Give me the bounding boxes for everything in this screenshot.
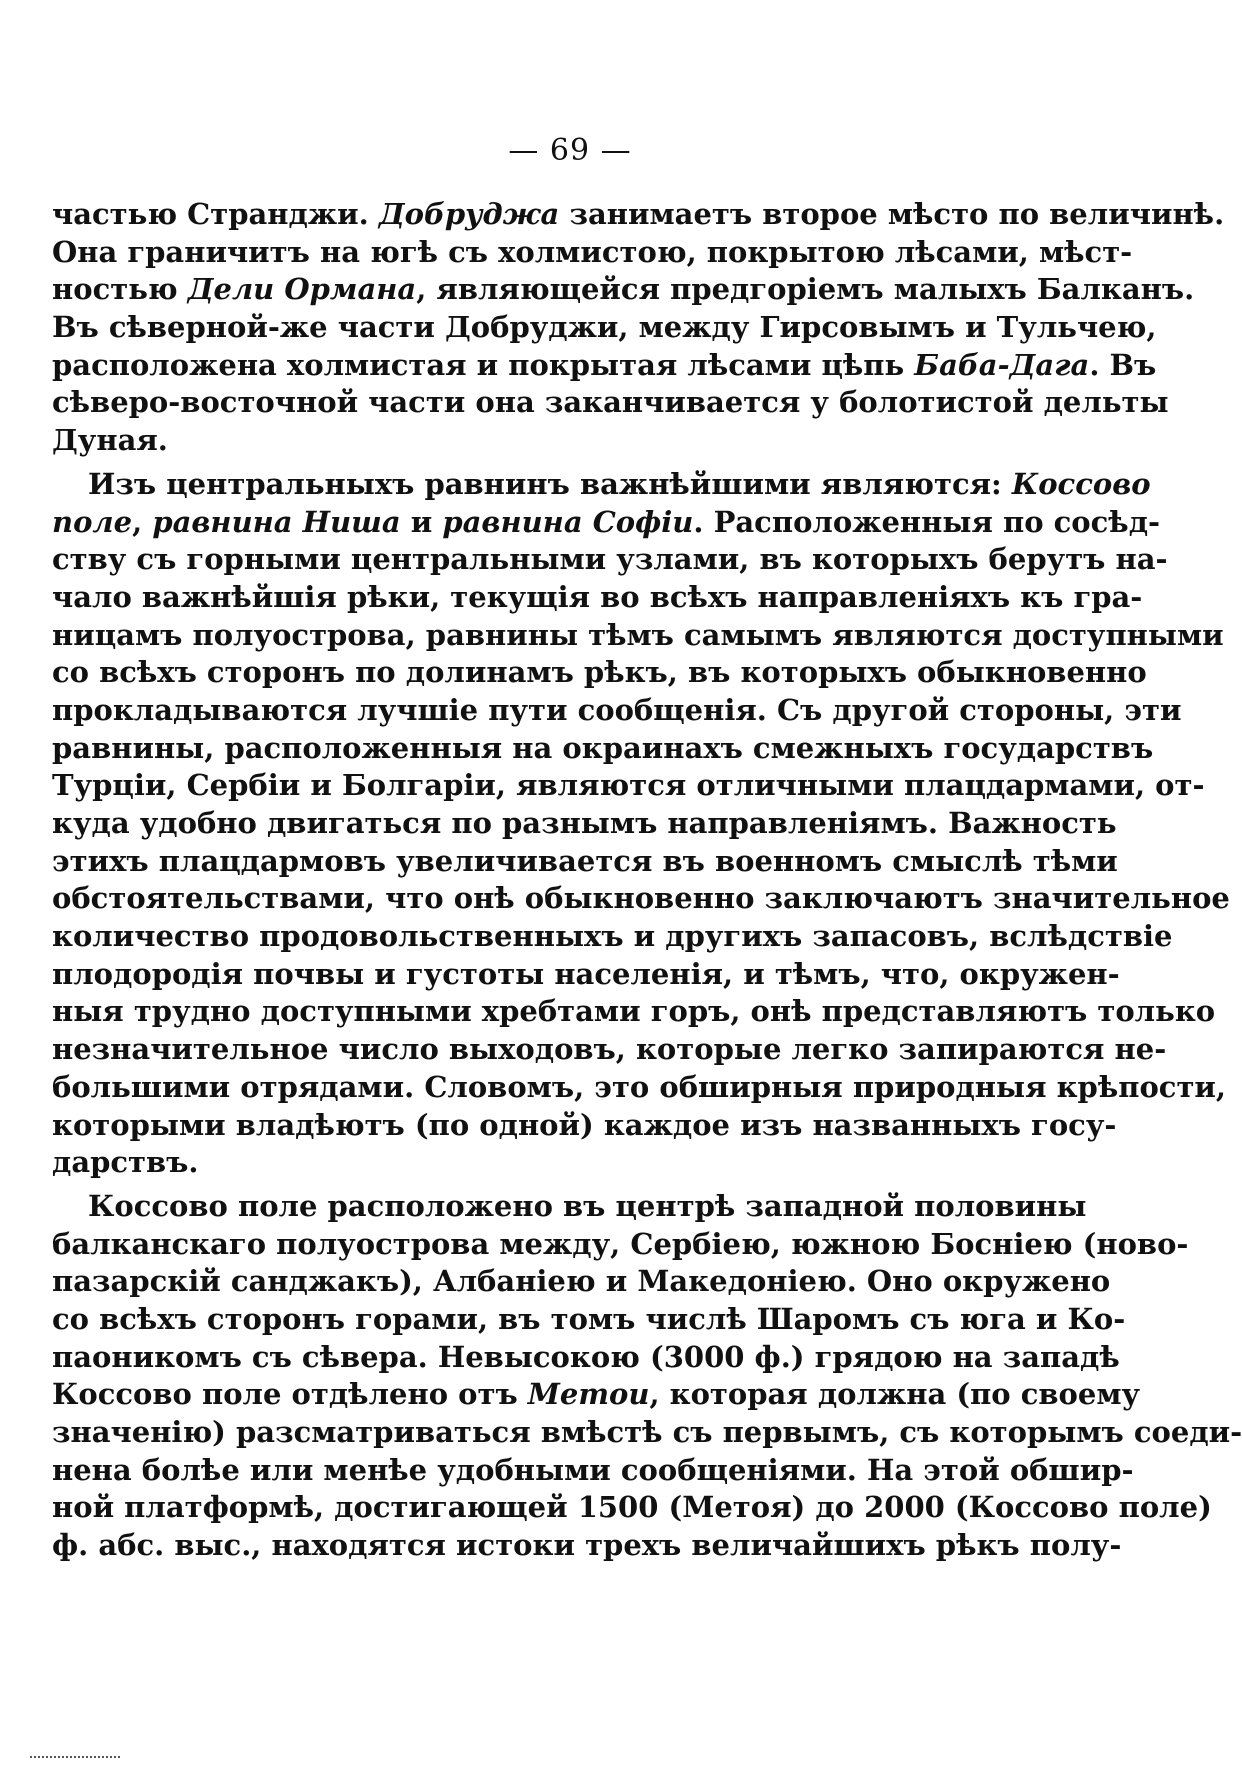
text-line: [52, 504, 1161, 542]
text-line: [52, 1339, 1120, 1377]
page-number: — 69 —: [508, 133, 632, 168]
text-segment: балканскаго полуострова между, Сербіею, южною Босніею (ново-: [52, 1226, 1189, 1261]
body-text: [52, 196, 1242, 1565]
text-line: [52, 271, 1195, 309]
text-segment: значенію) разсматриваться вмѣстѣ съ первымъ, съ которымъ соеди-: [52, 1415, 1242, 1449]
text-segment: обстоятельствами, что онѣ обыкновенно заключаютъ значительное: [52, 881, 1230, 916]
text-segment: чало важнѣйшія рѣки, текущія во всѣхъ направленіяхъ къ гра-: [52, 579, 1143, 614]
text-line: [52, 384, 1169, 422]
text-segment: паоникомъ съ сѣвера. Невысокою (3000 ф.) грядою на западѣ: [52, 1339, 1120, 1374]
text-segment: со всѣхъ сторонъ по долинамъ рѣкъ, въ которыхъ обыкновенно: [52, 655, 1147, 690]
text-line: [52, 1107, 1117, 1145]
italic-term: равнина Софіи: [442, 504, 694, 539]
text-segment: Дуная.: [52, 423, 168, 458]
text-line: [52, 1144, 955, 1182]
text-segment: , являющейся предгоріемъ малыхъ Балканъ.: [416, 272, 1195, 307]
text-segment: ,: [132, 504, 153, 539]
text-segment: пазарскій санджакъ), Албаніею и Македоніею. Оно окружено: [52, 1264, 1111, 1299]
italic-term: Коссово: [1011, 466, 1151, 501]
text-line: [52, 1376, 1141, 1414]
text-line: [52, 196, 1225, 234]
text-segment: этихъ плацдармовъ увеличивается въ военномъ смыслѣ тѣми: [52, 843, 1118, 878]
text-segment: Въ сѣверной-же части Добруджи, между Гирсовымъ и Тульчею,: [52, 310, 1157, 345]
text-segment: Изъ центральныхъ равнинъ важнѣйшими являются:: [88, 466, 1012, 501]
text-segment: частью Странджи.: [52, 197, 379, 231]
text-segment: ной платформѣ, достигающей 1500 (Метоя) до 2000 (Коссово поле): [52, 1490, 1212, 1525]
text-segment: . Въ: [1089, 347, 1157, 382]
italic-term: Добруджа: [378, 197, 560, 231]
text-segment: плодородія почвы и густоты населенія, и тѣмъ, что, окружен-: [52, 956, 1120, 991]
text-line: [52, 309, 1157, 347]
scan-artifact: [30, 1756, 120, 1764]
text-segment: Коссово поле расположено въ центрѣ западной половины: [88, 1188, 1087, 1223]
text-segment: и: [400, 504, 443, 539]
text-segment: со всѣхъ сторонъ горами, въ томъ числѣ Шаромъ съ юга и Ко-: [52, 1301, 1126, 1336]
text-line: [52, 993, 1216, 1031]
italic-term: равнина Ниша: [152, 504, 401, 539]
text-line: [52, 1069, 1227, 1107]
text-line: [52, 767, 1205, 805]
text-line: [52, 654, 1147, 692]
text-line: [52, 843, 1118, 881]
text-segment: Она граничитъ на югѣ съ холмистою, покрытою лѣсами, мѣст-: [52, 234, 1133, 269]
text-line: [52, 422, 955, 460]
text-segment: ностью: [52, 272, 188, 307]
text-line: [52, 692, 1182, 730]
text-line: [52, 541, 1168, 579]
text-line: [52, 880, 1230, 918]
text-line: [52, 1452, 1134, 1490]
text-line: [52, 617, 1224, 655]
text-segment: ницамъ полуострова, равнины тѣмъ самымъ являются доступными: [52, 617, 1224, 652]
text-segment: Коссово поле отдѣлено отъ: [52, 1377, 528, 1412]
italic-term: Баба-Дага: [914, 347, 1090, 382]
text-line: [52, 1414, 1242, 1452]
text-segment: сѣверо-восточной части она заканчивается у болотистой дельты: [52, 385, 1169, 420]
text-line: [52, 805, 1117, 843]
text-segment: ф. абс. выс., находятся истоки трехъ величайшихъ рѣкъ полу-: [52, 1528, 1122, 1563]
text-segment: Турціи, Сербіи и Болгаріи, являются отличными плацдармами, от-: [52, 768, 1205, 803]
italic-term: поле: [52, 504, 133, 539]
text-line: [52, 466, 1151, 504]
text-segment: ныя трудно доступными хребтами горъ, онѣ представляютъ только: [52, 994, 1216, 1029]
text-line: [52, 234, 1133, 272]
text-segment: прокладываются лучшіе пути сообщенія. Съ другой стороны, эти: [52, 692, 1182, 727]
text-line: [52, 579, 1143, 617]
text-segment: нена болѣе или менѣе удобными сообщеніями. На этой обшир-: [52, 1452, 1134, 1487]
text-segment: ству съ горными центральными узлами, въ которыхъ берутъ на-: [52, 542, 1168, 577]
text-line: [52, 1527, 1122, 1565]
italic-term: Дели Ормана: [187, 272, 417, 307]
text-line: [52, 347, 1157, 385]
text-line: [52, 1226, 1189, 1264]
text-segment: куда удобно двигаться по разнымъ направленіямъ. Важность: [52, 806, 1117, 840]
text-line: [52, 956, 1120, 994]
text-segment: которыми владѣютъ (по одной) каждое изъ названныхъ госу-: [52, 1107, 1117, 1142]
text-segment: незначительное число выходовъ, которые легко запираются не-: [52, 1032, 1167, 1067]
text-segment: равнины, расположенныя на окраинахъ смежныхъ государствъ: [52, 730, 1154, 765]
text-segment: дарствъ.: [52, 1145, 199, 1180]
text-line: [52, 1263, 1111, 1301]
text-segment: количество продовольственныхъ и другихъ запасовъ, вслѣдствіе: [52, 919, 1173, 954]
text-segment: большими отрядами. Словомъ, это обширныя природныя крѣпости,: [52, 1069, 1227, 1104]
text-line: [52, 1489, 1212, 1527]
text-line: [52, 1188, 1087, 1226]
text-segment: . Расположенныя по сосѣд-: [693, 504, 1161, 539]
italic-term: Метои: [527, 1377, 650, 1412]
text-line: [52, 918, 1173, 956]
text-line: [52, 730, 1154, 768]
text-line: [52, 1031, 1167, 1069]
text-segment: , которая должна (по своему: [649, 1377, 1141, 1412]
text-line: [52, 1301, 1126, 1339]
text-segment: занимаетъ второе мѣсто по величинѣ.: [559, 197, 1225, 231]
text-segment: расположена холмистая и покрытая лѣсами цѣпь: [52, 347, 915, 382]
